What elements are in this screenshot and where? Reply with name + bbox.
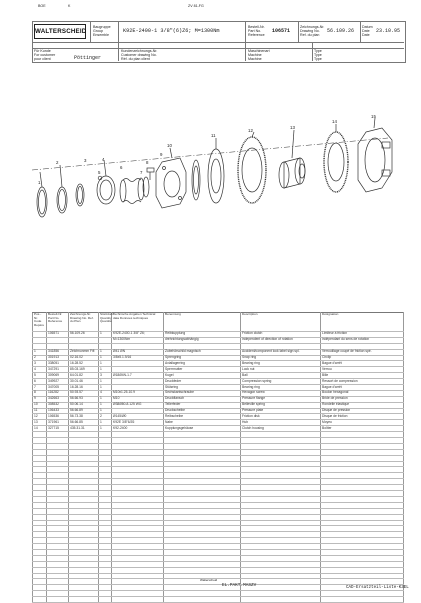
table-cell: 106433 <box>47 408 69 414</box>
table-cell: 1 <box>99 420 112 426</box>
table-cell: 8 <box>33 390 47 396</box>
table-cell: Reibscheibe <box>164 414 241 420</box>
type-label: Type Type Type <box>314 49 322 61</box>
part-13-hub <box>284 158 300 188</box>
table-cell: Sechskantschraube <box>164 390 241 396</box>
table-blank-row <box>33 597 404 603</box>
table-cell: 309069 <box>47 373 69 379</box>
callout-8: 8 <box>146 160 149 165</box>
table-header-cell: Technische Angaben Technical data Données techniques <box>112 313 164 332</box>
callout-5: 5 <box>98 170 101 175</box>
table-header-cell: Zeichnungs-Nr. Drawing No. Ref. du Plan <box>69 313 99 332</box>
table-cell: 327715 <box>47 426 69 432</box>
table-cell: Rondelle élastique <box>321 402 404 408</box>
ref-label: Bestell-Nr. Part No. Reference <box>248 25 265 37</box>
footer-list-title: CAD-Ersatzteil-Liste-K3EL <box>346 586 409 590</box>
table-cell: Verrouillage coupé de friction spé. <box>321 349 404 355</box>
table-cell: K92-2400 <box>112 426 164 432</box>
part-8-screw <box>147 168 154 172</box>
table-cell: Kugel <box>164 373 241 379</box>
part-11-pressure-plate <box>208 149 224 203</box>
part-9-pressure-flange <box>156 158 186 208</box>
group-label: Baugruppe Group Ensemble <box>93 25 111 37</box>
table-cell: 14 <box>33 426 47 432</box>
callout-9: 9 <box>160 152 163 157</box>
table-cell: 1 <box>33 349 47 355</box>
table-cell: 10 <box>33 402 47 408</box>
table-cell: 4 <box>99 390 112 396</box>
table-cell: 6 <box>33 379 47 385</box>
table-cell: 3 <box>99 373 112 379</box>
table-header-cell: Bestell-Nr. Part No. Reference <box>47 313 69 332</box>
table-cell: Zubehörschild magnisch <box>164 349 241 355</box>
callout-14: 14 <box>332 119 337 124</box>
table-cell: Ø145/Ø0 <box>112 414 164 420</box>
table-cell: Ball <box>241 373 321 379</box>
customer-label: Für Kunde For customer pour client <box>34 49 56 61</box>
table-cell: 116282 <box>47 390 69 396</box>
table-cell: Ø18Ø4N-1.7 <box>112 373 164 379</box>
table-cell: Disque de friction <box>321 414 404 420</box>
drawing-label: Zeichnungs-Nr. Drawing No. Ref. du plan <box>300 25 325 37</box>
footer-doc-id: EL.PAKT.MASZV <box>222 583 257 588</box>
table-cell: Ø41 ØN <box>112 349 164 355</box>
table-cell: Bearing ring <box>241 361 321 367</box>
table-cell: Druckflansch <box>164 396 241 402</box>
table-cell: 1 <box>99 385 112 391</box>
table-cell: Compression spring <box>241 379 321 385</box>
table-cell: 64.01.82 <box>69 373 99 379</box>
table-cell: Limiteur à friction <box>321 332 404 338</box>
table-header-row <box>33 313 404 332</box>
table-cell: 12 <box>33 414 47 420</box>
table-cell: 1 <box>99 349 112 355</box>
table-cell: Axiallagerring <box>164 361 241 367</box>
table-cell: 1 <box>99 426 112 432</box>
table-cell: Druckscheibe <box>164 408 241 414</box>
table-cell: Clutch housing <box>241 426 321 432</box>
table-cell: 347291 <box>47 367 69 373</box>
table-cell: Bague d'arrêt <box>321 385 404 391</box>
table-cell: Bride de pression <box>321 396 404 402</box>
table-cell: 1 <box>99 402 112 408</box>
table-header-cell: Description <box>241 313 321 332</box>
table-cell: Pressure plate <box>241 408 321 414</box>
table-cell: independent of direction of rotation <box>241 337 321 343</box>
callout-6: 6 <box>120 165 123 170</box>
table-cell: 435.31.31 <box>69 426 99 432</box>
table-cell: Sprengring <box>164 355 241 361</box>
table-cell: 85.03.169 <box>69 367 99 373</box>
table-cell: 347005 <box>47 385 69 391</box>
table-cell: 56.66.93 <box>69 396 99 402</box>
table-cell: 106536 <box>47 414 69 420</box>
table-cell: drehrichtungsabhängig <box>164 337 241 343</box>
table-cell: Kupplungsgehäuse <box>164 426 241 432</box>
table-cell: M10x1.25-10.9 <box>112 390 164 396</box>
table-cell: 50.06.14 <box>69 402 99 408</box>
corner-mark-left: BOE <box>38 4 46 8</box>
table-cell: 16.28.16 <box>69 385 99 391</box>
table-cell: 50.93.57 <box>69 390 99 396</box>
group-value: K92E-2400-1 3/8"(6)Z6; M=1300Nm <box>123 28 220 34</box>
table-cell: 1 <box>99 379 112 385</box>
table-cell: 56.66.89 <box>69 408 99 414</box>
corner-mark-right: ZV 81-FG <box>188 4 204 8</box>
table-cell: 9 <box>33 396 47 402</box>
table-cell: Sperrmutter <box>164 367 241 373</box>
table-cell: Circlip <box>321 355 404 361</box>
table-cell: Hexagon screw <box>241 390 321 396</box>
table-cell: K92E-2400-1 3/8" Z6; <box>112 332 164 338</box>
customer-value: Pöttinger <box>74 55 102 61</box>
date-label: Datum Date Date <box>362 25 373 37</box>
table-cell: 3 <box>33 361 47 367</box>
table-cell: Pressure flange <box>241 396 321 402</box>
ref-value: 106571 <box>272 28 291 34</box>
table-cell: 106571 <box>47 332 69 338</box>
callout-3: 3 <box>84 158 87 163</box>
customer-drawing-label: Kundenzeichnungs-Nr. Customer drawing No. Réf. du plan client <box>121 49 158 61</box>
table-cell: Friction clutch <box>241 332 321 338</box>
table-cell: indépendant du sens de rotation <box>321 337 404 343</box>
table-cell: Boulon hexagonal <box>321 390 404 396</box>
date-value: 23.10.95 <box>376 28 401 34</box>
table-header-cell: Désignation <box>321 313 404 332</box>
table-cell: Bague d'arrêt <box>321 361 404 367</box>
table-cell: 1 <box>99 361 112 367</box>
callout-7: 7 <box>140 170 143 175</box>
table-cell: Tellerfeder <box>164 402 241 408</box>
footer-stamp: Walterscheid <box>200 578 218 582</box>
table-cell: 301913 <box>47 355 69 361</box>
table-cell: Belleville spring <box>241 402 321 408</box>
table-cell: Friction disk <box>241 414 321 420</box>
table-cell: Stützring <box>164 385 241 391</box>
table-cell: Lock nut <box>241 367 321 373</box>
table-cell: Moyeu <box>321 420 404 426</box>
table-cell: 30.01.46 <box>69 379 99 385</box>
table-cell: 1 <box>99 396 112 402</box>
table-cell: M=1300Nm <box>112 337 164 343</box>
table-cell: 56.73.38 <box>69 414 99 420</box>
table-cell: 11 <box>33 408 47 414</box>
table-cell: 2 <box>99 414 112 420</box>
callout-10: 10 <box>167 143 172 148</box>
table-cell: Disque de pression <box>321 408 404 414</box>
table-cell: 02.16.02 <box>69 355 99 361</box>
table-cell: Zeichnunmm Fifl <box>69 349 99 355</box>
table-cell: K92E 3/8"6/Z6 <box>112 420 164 426</box>
table-cell: 338051 <box>47 361 69 367</box>
corner-mark-mid: K <box>68 4 71 8</box>
table-cell: Reibkupplung <box>164 332 241 338</box>
table-cell: 56.109.26 <box>69 332 99 338</box>
callout-15: 15 <box>371 114 376 119</box>
table-cell: 349927 <box>47 379 69 385</box>
parts-list-table <box>32 312 404 603</box>
table-cell: Accident/component lock label sign spl. <box>241 349 321 355</box>
table-cell: 342663 <box>47 396 69 402</box>
table-header-cell: Pos.-Nr. Code Repère <box>33 313 47 332</box>
table-cell: 3/8x5.1.9/16 <box>112 355 164 361</box>
callout-4: 4 <box>102 157 105 162</box>
table-cell: 371961 <box>47 420 69 426</box>
table-header-cell: Benennung <box>164 313 241 332</box>
table-cell: 16.28.52 <box>69 361 99 367</box>
machine-label: Maschinenart Machine Machine <box>248 49 270 61</box>
table-cell: Ø38Ø80-8.125 WG <box>112 402 164 408</box>
table-cell: Bille <box>321 373 404 379</box>
callout-12: 12 <box>248 128 253 133</box>
callout-11: 11 <box>211 133 216 138</box>
callout-2: 2 <box>56 160 59 165</box>
table-cell: 1 <box>99 355 112 361</box>
table-cell: Snap ring <box>241 355 321 361</box>
table-cell: Nabe <box>164 420 241 426</box>
table-cell: Druckfeder <box>164 379 241 385</box>
part-15-clutch-housing <box>358 128 392 192</box>
drawing-value: 56.109.26 <box>327 28 355 34</box>
table-cell: 308532 <box>47 402 69 408</box>
table-cell: Boîtier <box>321 426 404 432</box>
exploded-view-drawing <box>30 110 405 310</box>
table-cell: Ressort de compression <box>321 379 404 385</box>
table-cell: 1 <box>99 332 112 338</box>
table-cell: 5 <box>33 373 47 379</box>
callout-13: 13 <box>290 125 295 130</box>
table-cell: Verrou <box>321 367 404 373</box>
table-cell: 1 <box>99 367 112 373</box>
table-cell: 7 <box>33 385 47 391</box>
table-cell: 4 <box>33 367 47 373</box>
table-header-cell: Stückzahl Quantity Quantité <box>99 313 112 332</box>
table-cell: 2 <box>33 355 47 361</box>
table-cell: Bearing ring <box>241 385 321 391</box>
table-cell: 341856 <box>47 349 69 355</box>
table-cell: 56.66.85 <box>69 420 99 426</box>
callout-1: 1 <box>38 180 41 185</box>
table-cell: 13 <box>33 420 47 426</box>
part-14-friction-disk <box>324 132 348 192</box>
table-cell: Hub <box>241 420 321 426</box>
table-cell: M10 <box>112 396 164 402</box>
table-cell: 1 <box>99 408 112 414</box>
walterscheid-logo: WALTERSCHEID <box>34 24 86 39</box>
